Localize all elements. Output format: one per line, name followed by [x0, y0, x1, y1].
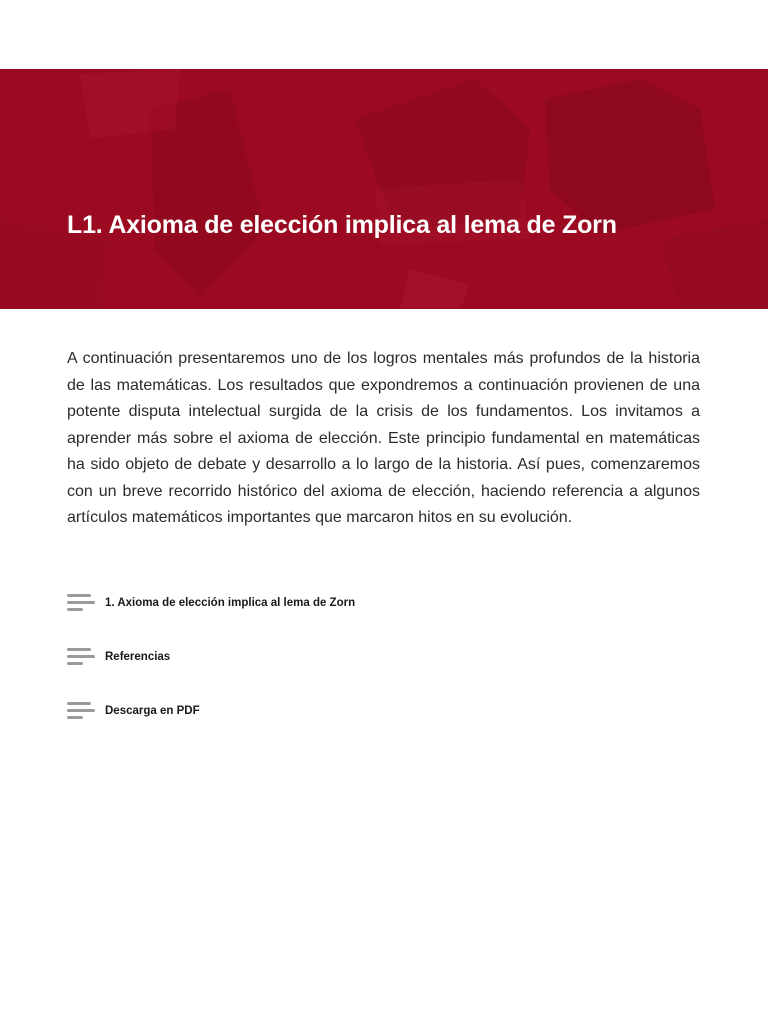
- toc-item-label: 1. Axioma de elección implica al lema de Zorn: [105, 597, 356, 609]
- toc-item-label: Referencias: [105, 651, 171, 663]
- toc-item-axioma[interactable]: [67, 588, 707, 618]
- banner-background-shapes: [0, 69, 768, 309]
- intro-paragraph: A continuación presentaremos uno de los logros mentales más profundos de la historia de las matemáticas. Los resultados que expondremos a continuación provienen de una potente disputa intelectual surgida de la crisis de los fundamentos. Los invitamos a aprender más sobre el axioma de elección. Este principio fundamental en matemáticas ha sido objeto de debate y desarrollo a lo largo de la historia. Así pues, comenzaremos con un breve recorrido histórico del axioma de elección, haciendo referencia a algunos artículos matemáticos importantes que marcaron hitos en su evolución.: [67, 350, 700, 526]
- menu-lines-icon: [67, 699, 95, 723]
- page-title: L1. Axioma de elección implica al lema de Zorn: [67, 211, 617, 239]
- toc-item-label: Descarga en PDF: [105, 705, 200, 717]
- menu-lines-icon: [67, 591, 95, 615]
- header-banner: [0, 69, 768, 309]
- menu-lines-icon: [67, 645, 95, 669]
- toc-item-descarga-pdf[interactable]: [67, 696, 707, 726]
- toc-item-referencias[interactable]: [67, 642, 707, 672]
- table-of-contents: [67, 588, 707, 750]
